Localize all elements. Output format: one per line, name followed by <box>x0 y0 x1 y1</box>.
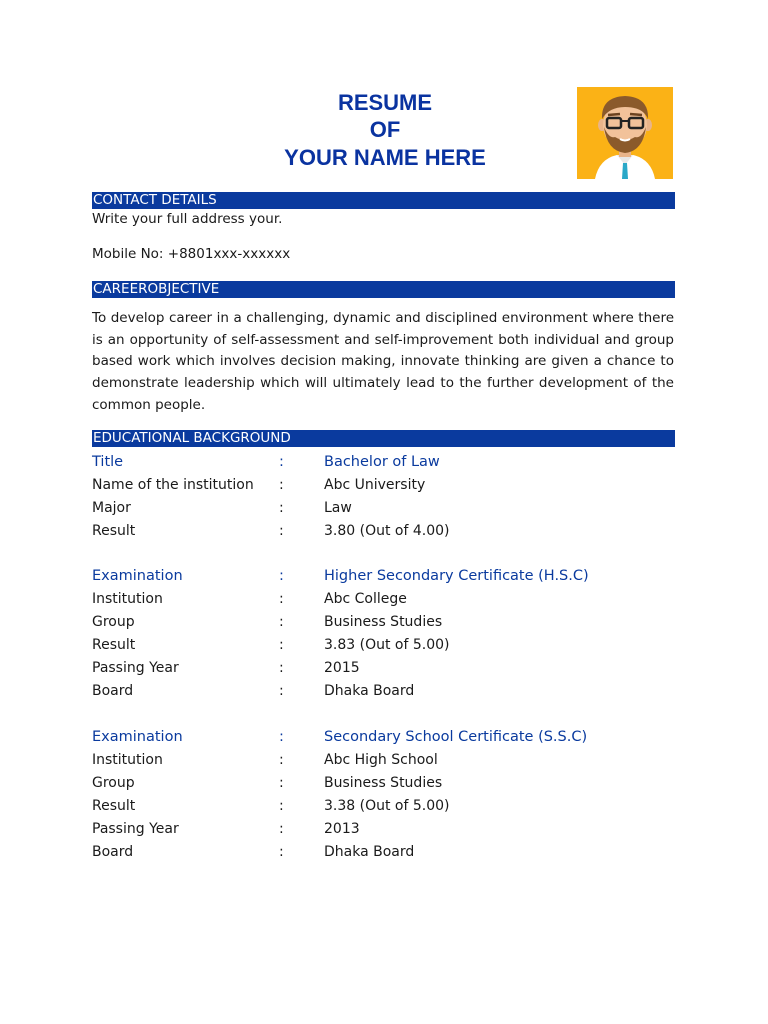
row-value: Bachelor of Law <box>324 454 440 470</box>
row-colon: : <box>279 614 284 630</box>
row-label: Result <box>92 798 136 814</box>
education-row <box>92 498 675 518</box>
row-colon: : <box>279 683 284 699</box>
examination-ssc-row <box>92 727 675 747</box>
row-colon: : <box>279 523 284 539</box>
row-label: Group <box>92 775 135 791</box>
education-row <box>92 681 675 701</box>
row-colon: : <box>279 660 284 676</box>
resume-title-line1: RESUME <box>337 90 433 115</box>
row-value: Abc College <box>324 591 407 607</box>
row-value: Law <box>324 500 352 516</box>
row-colon: : <box>279 844 284 860</box>
education-row <box>92 750 675 770</box>
section-header-objective: CAREEROBJECTIVE <box>92 281 675 298</box>
row-value: 3.38 (Out of 5.00) <box>324 798 450 814</box>
row-colon: : <box>279 500 284 516</box>
objective-paragraph: To develop career in a challenging, dynamic and disciplined environment where there is an opportunity of self-assessment and self-improvement both individual and group based work which involves decision making, innovate thinking are given a chance to demonstrate leadership which will ultimately lead to the further development of the common people. <box>92 310 674 413</box>
education-row <box>92 819 675 839</box>
row-label: Title <box>92 454 124 470</box>
address-text: Write your full address your. <box>92 211 283 227</box>
education-row <box>92 521 675 541</box>
row-value: Business Studies <box>324 775 443 791</box>
row-value: Business Studies <box>324 614 443 630</box>
row-colon: : <box>279 568 284 584</box>
education-row <box>92 796 675 816</box>
row-value: Abc University <box>324 477 426 493</box>
row-colon: : <box>279 454 284 470</box>
row-value: Higher Secondary Certificate (H.S.C) <box>324 568 589 584</box>
row-label: Board <box>92 844 134 860</box>
section-header-education: EDUCATIONAL BACKGROUND <box>92 430 675 447</box>
row-colon: : <box>279 752 284 768</box>
row-label: Major <box>92 500 131 516</box>
row-label: Examination <box>92 568 183 584</box>
row-label: Passing Year <box>92 821 179 837</box>
row-label: Board <box>92 683 134 699</box>
row-label: Group <box>92 614 135 630</box>
row-colon: : <box>279 798 284 814</box>
row-label: Name of the institution <box>92 477 254 493</box>
education-row <box>92 612 675 632</box>
resume-title-line3: YOUR NAME HERE <box>284 145 486 170</box>
education-row <box>92 658 675 678</box>
profile-photo <box>577 87 673 179</box>
row-label: Result <box>92 637 136 653</box>
avatar-icon <box>577 87 673 179</box>
row-label: Institution <box>92 591 163 607</box>
row-colon: : <box>279 637 284 653</box>
row-value: Dhaka Board <box>324 844 415 860</box>
row-value: 3.80 (Out of 4.00) <box>324 523 450 539</box>
row-value: Dhaka Board <box>324 683 415 699</box>
resume-title-line2: OF <box>369 117 401 142</box>
row-colon: : <box>279 477 284 493</box>
row-value: Secondary School Certificate (S.S.C) <box>324 729 588 745</box>
education-row <box>92 589 675 609</box>
row-colon: : <box>279 775 284 791</box>
row-value: 3.83 (Out of 5.00) <box>324 637 450 653</box>
education-row <box>92 773 675 793</box>
row-colon: : <box>279 729 284 745</box>
mobile-text: Mobile No: +8801xxx-xxxxxx <box>92 246 291 262</box>
row-label: Examination <box>92 729 183 745</box>
education-row <box>92 635 675 655</box>
row-value: Abc High School <box>324 752 438 768</box>
row-colon: : <box>279 591 284 607</box>
education-row <box>92 475 675 495</box>
row-label: Passing Year <box>92 660 179 676</box>
row-value: 2013 <box>324 821 360 837</box>
education-title-row <box>92 452 675 472</box>
row-value: 2015 <box>324 660 360 676</box>
examination-hsc-row <box>92 566 675 586</box>
row-colon: : <box>279 821 284 837</box>
section-header-contact: CONTACT DETAILS <box>92 192 675 209</box>
row-label: Result <box>92 523 136 539</box>
education-row <box>92 842 675 862</box>
row-label: Institution <box>92 752 163 768</box>
